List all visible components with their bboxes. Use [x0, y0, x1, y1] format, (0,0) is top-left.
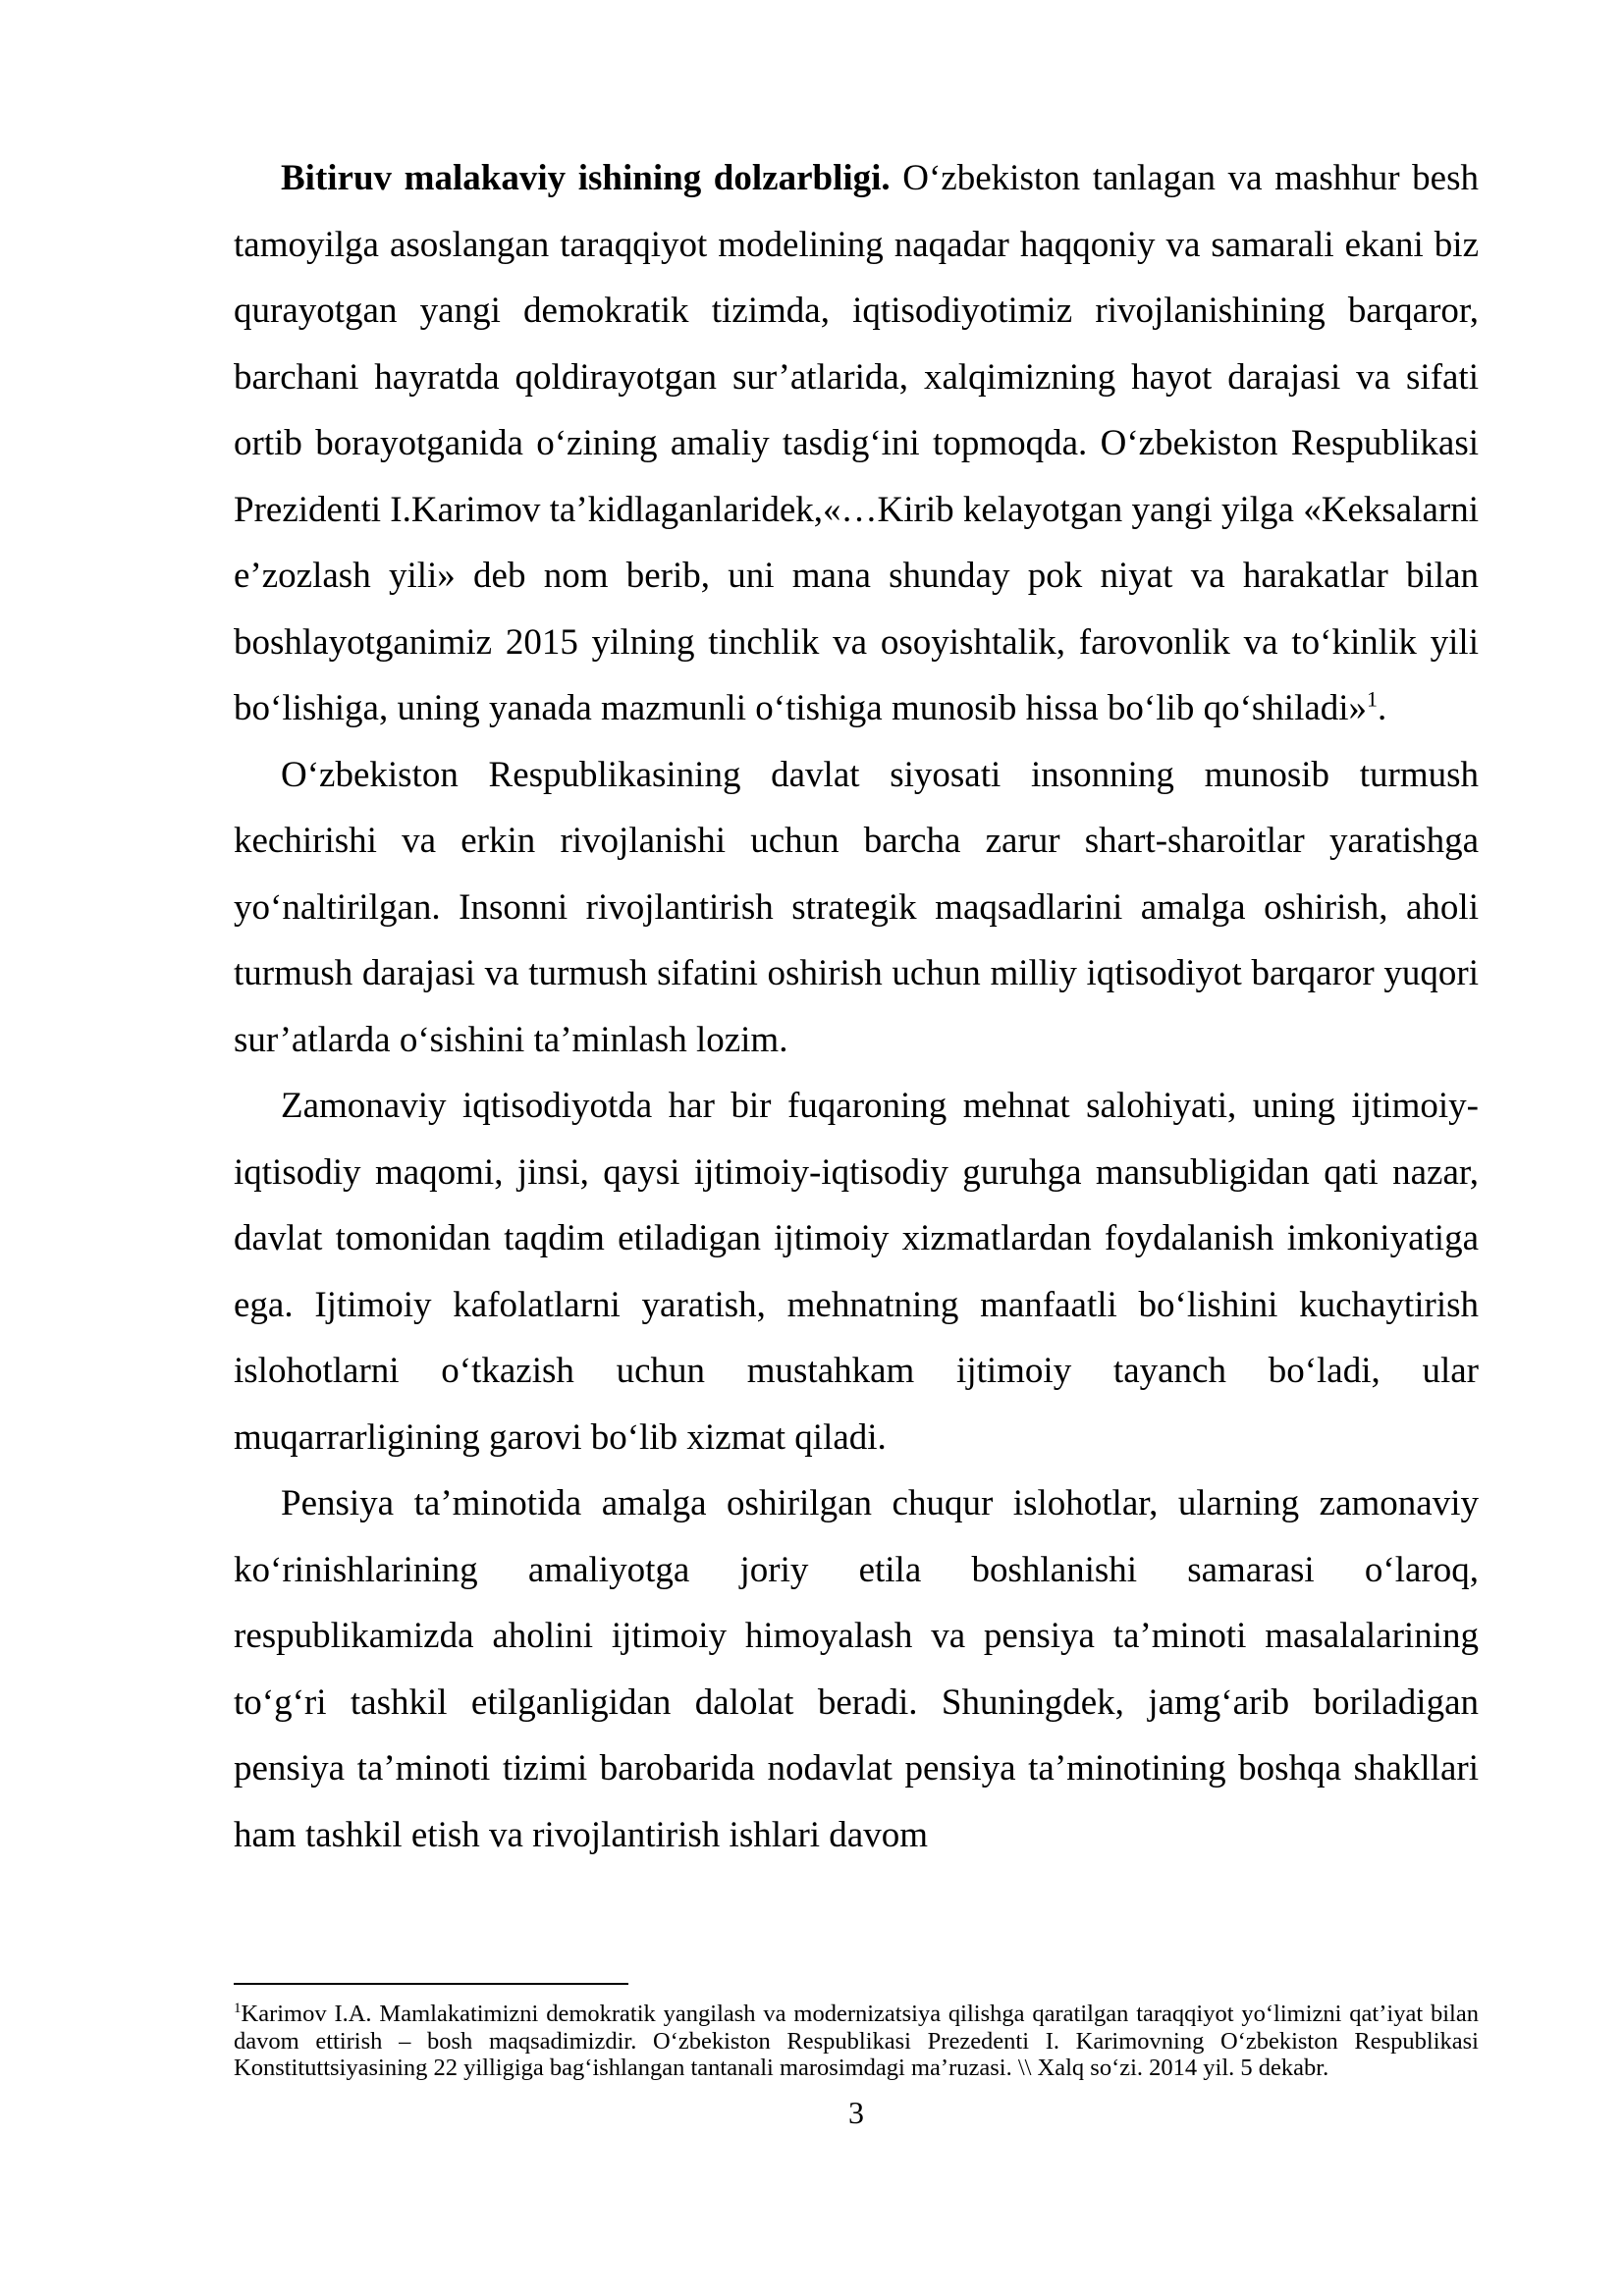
paragraph-modern-economy: Zamonaviy iqtisodiyotda har bir fuqaroning mehnat salohiyati, uning ijtimoiy-iqtisodiy maqomi, jinsi, qaysi ijtimoiy-iqtisodiy guruhga mansubligidan qati nazar, davlat tomonidan taqdim etiladigan ijtimoiy xizmatlardan foydalanish imkoniyatiga ega. Ijtimoiy kafolatlarni yaratish, mehnatning manfaatli bo‘lishini kuchaytirish islohotlarni o‘tkazish uchun mustahkam ijtimoiy tayanch bo‘ladi, ular muqarrarligining garovi bo‘lib xizmat qiladi. — [234, 1086, 1479, 1458]
paragraph-text: O‘zbekiston tanlagan va mashhur besh tamoyilga asoslangan taraqqiyot modelining naqadar haqqoniy va samarali ekani biz qurayotgan yangi demokratik tizimda, iqtisodiyotimiz rivojlanishining barqaror, barchani hayratda qoldirayotgan sur’atlarida, xalqimizning hayot darajasi va sifati ortib borayotganida o‘zining amaliy tasdig‘ini topmoqda. O‘zbekiston Respublikasi Prezidenti I.Karimov ta’kidlaganlaridek,«…Kirib kelayotgan yangi yilga «Keksalarni e’zozlash yili» deb nom berib, uni mana shunday pok niyat va harakatlar bilan boshlayotganimiz 2015 yilning tinchlik va osoyishtalik, farovonlik va to‘kinlik yili bo‘lishiga, uning yanada mazmunli o‘tishiga munosib hissa bo‘lib qo‘shiladi» — [234, 158, 1480, 728]
footnote-reference[interactable]: 1 — [1367, 686, 1379, 712]
paragraph-pension-reforms: Pensiya ta’minotida amalga oshirilgan chuqur islohotlar, ularning zamonaviy ko‘rinishlarining amaliyotga joriy etila boshlanishi samarasi o‘laroq, respublikamizda aholini ijtimoiy himoyalash va pensiya ta’minoti masalalarining to‘g‘ri tashkil etilganligidan dalolat beradi. Shuningdek, jamg‘arib boriladigan pensiya ta’minoti tizimi barobarida nodavlat pensiya ta’minotining boshqa shakllari ham tashkil etish va rivojlantirish ishlari davom — [234, 1483, 1479, 1855]
footnote-text: Karimov I.A. Mamlakatimizni demokratik yangilash va modernizatsiya qilishga qaratilgan taraqqiyot yo‘limizni qat’iyat bilan davom ettirish – bosh maqsadimizdir. O‘zbekiston Respublikasi Prezedenti I. Karimovning O‘zbekiston Respublikasi Konstituttsiyasining 22 yilligiga bag‘ishlangan tantanali marosimdagi ma’ruzasi. \\ Xalq so‘zi. 2014 yil. 5 dekabr. — [234, 2001, 1479, 2081]
paragraph-tail: . — [1378, 688, 1387, 728]
body-text — [234, 145, 1479, 1868]
footnote-separator — [234, 1983, 628, 1985]
footnote — [234, 2001, 1479, 2082]
paragraph-state-policy: O‘zbekiston Respublikasining davlat siyosati insonning munosib turmush kechirishi va erkin rivojlanishi uchun barcha zarur shart-sharoitlar yaratishga yo‘naltirilgan. Insonni rivojlantirish strategik maqsadlarini amalga oshirish, aholi turmush darajasi va turmush sifatini oshirish uchun milliy iqtisodiyot barqaror yuqori sur’atlarda o‘sishini ta’minlash lozim. — [234, 754, 1479, 1060]
section-heading: Bitiruv malakaviy ishining dolzarbligi. — [281, 158, 891, 198]
footnote-marker: 1 — [234, 2000, 242, 2016]
page-number: 3 — [848, 2095, 864, 2130]
paragraph-relevance — [234, 145, 1479, 742]
